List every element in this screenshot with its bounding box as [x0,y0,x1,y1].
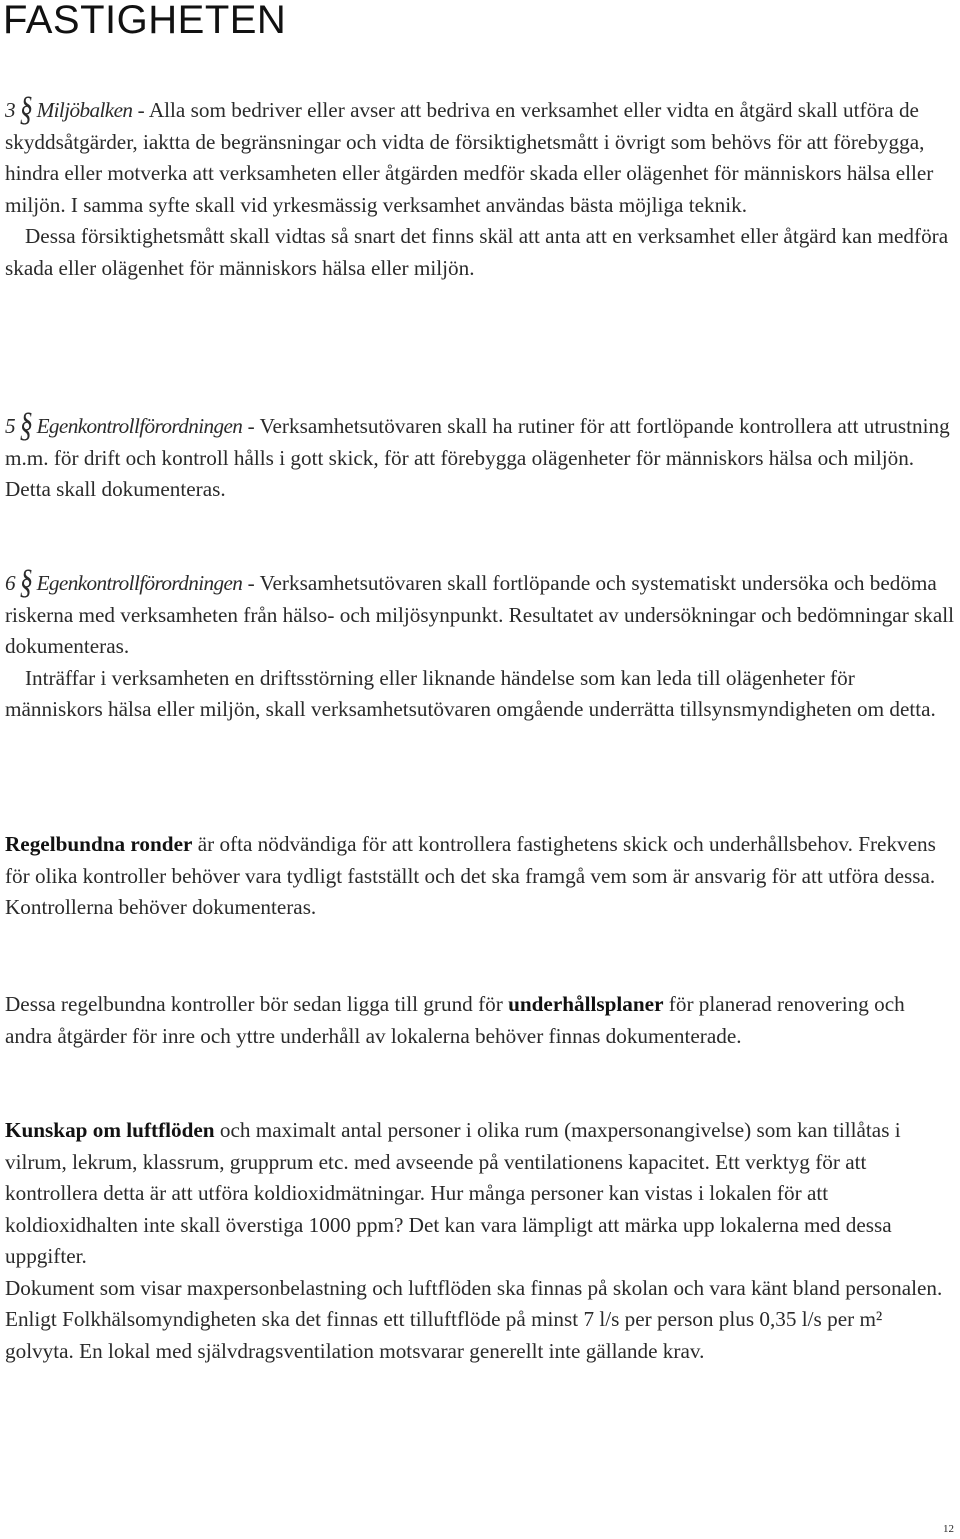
bold-term: underhållsplaner [508,992,664,1016]
paragraph-text: Inträffar i verksamheten en driftsstörning eller liknande händelse som kan leda till olägenheter för människors hälsa eller miljön, skall verksamhetsutövaren omgående underrätta tillsynsmyndigheten om detta. [5,665,936,721]
section-sign-icon: § [19,561,33,601]
page-title: FASTIGHETEN [3,0,287,42]
bold-term: Kunskap om luftflöden [5,1118,215,1142]
section-egenkontroll-5 [5,404,955,506]
section-luftfloden [5,1115,955,1367]
paragraph [5,663,955,726]
paragraph-text: är ofta nödvändiga för att kontrollera fastighetens skick och underhållsbehov. Frekvens för olika kontroller behöver vara tydligt fastställt och det ska framgå vem som är ansvarig för att utföra dessa. Kontrollerna behöver dokumenteras. [5,832,936,919]
paragraph-text: och maximalt antal personer i olika rum (maxpersonangivelse) som kan tillåtas i vilrum, lekrum, klassrum, grupprum etc. med avseende på ventilationens kapacitet. Ett verktyg för att kontrollera detta är att utföra koldioxidmätningar. Hur många personer kan vistas i lokalen för att koldioxidhalten inte skall överstiga 1000 ppm? Det kan vara lämpligt att märka upp lokalerna med dessa uppgifter. [5,1118,901,1268]
law-reference: Miljöbalken [36,98,133,122]
paragraph-text: - Verksamhetsutövaren skall fortlöpande och systematiskt undersöka och bedöma riskerna med verksamheten från hälso- och miljösynpunkt. Resultatet av undersökningar och bedömningar skall dokumenteras. [5,571,955,658]
paragraph [5,221,955,284]
paragraph-text: - Verksamhetsutövaren skall ha rutiner för att fortlöpande kontrollera att utrustning m.m. för drift och kontroll hålls i gott skick, för att förebygga olägenheter för människors hälsa och miljön. Detta skall dokumenteras. [5,414,950,501]
paragraph-text: Dessa regelbundna kontroller bör sedan ligga till grund för [5,992,509,1016]
paragraph-text: Dessa försiktighetsmått skall vidtas så snart det finns skäl att anta att en verksamhet eller åtgärd kan medföra skada eller olägenhet för människors hälsa eller miljön. [5,224,949,280]
section-miljobalken [5,88,955,284]
paragraph-text: Dokument som visar maxpersonbelastning och luftflöden ska finnas på skolan och vara känt bland personalen. Enligt Folkhälsomyndigheten ska det finnas ett tilluftflöde på minst 7 l/s per person plus 0,35 l/s per m² golvyta. En lokal med självdragsventilation motsvarar generellt inte gällande krav. [5,1275,943,1363]
paragraph [5,404,955,506]
section-egenkontroll-6 [5,561,955,726]
bold-term: Regelbundna ronder [5,832,193,856]
paragraph [5,561,955,663]
paragraph [5,88,955,221]
paragraph-number: 3 [5,98,16,122]
page-number: 12 [943,1523,954,1535]
section-sign-icon: § [19,88,33,128]
paragraph-text: för planerad renovering och andra åtgärder för inre och yttre underhåll av lokalerna behöver finnas dokumenterade. [5,992,905,1048]
paragraph [5,1115,955,1273]
law-reference: Egenkontrollförordningen [36,571,243,595]
section-underhall [5,989,955,1052]
law-reference: Egenkontrollförordningen [36,414,243,438]
paragraph-number: 5 [5,414,16,438]
paragraph [5,1273,955,1368]
section-ronder [5,829,955,924]
section-sign-icon: § [19,404,33,444]
paragraph-number: 6 [5,571,16,595]
paragraph-text: - Alla som bedriver eller avser att bedriva en verksamhet eller vidta en åtgärd skall utföra de skyddsåtgärder, iaktta de begränsningar och vidta de försiktighetsmått i övrigt som behövs för att förebygga, hindra eller motverka att verksamheten eller åtgärden medför skada eller olägenhet för människors hälsa eller miljön. I samma syfte skall vid yrkesmässig verksamhet användas bästa möjliga teknik. [5,98,934,217]
paragraph [5,829,955,924]
paragraph [5,989,955,1052]
